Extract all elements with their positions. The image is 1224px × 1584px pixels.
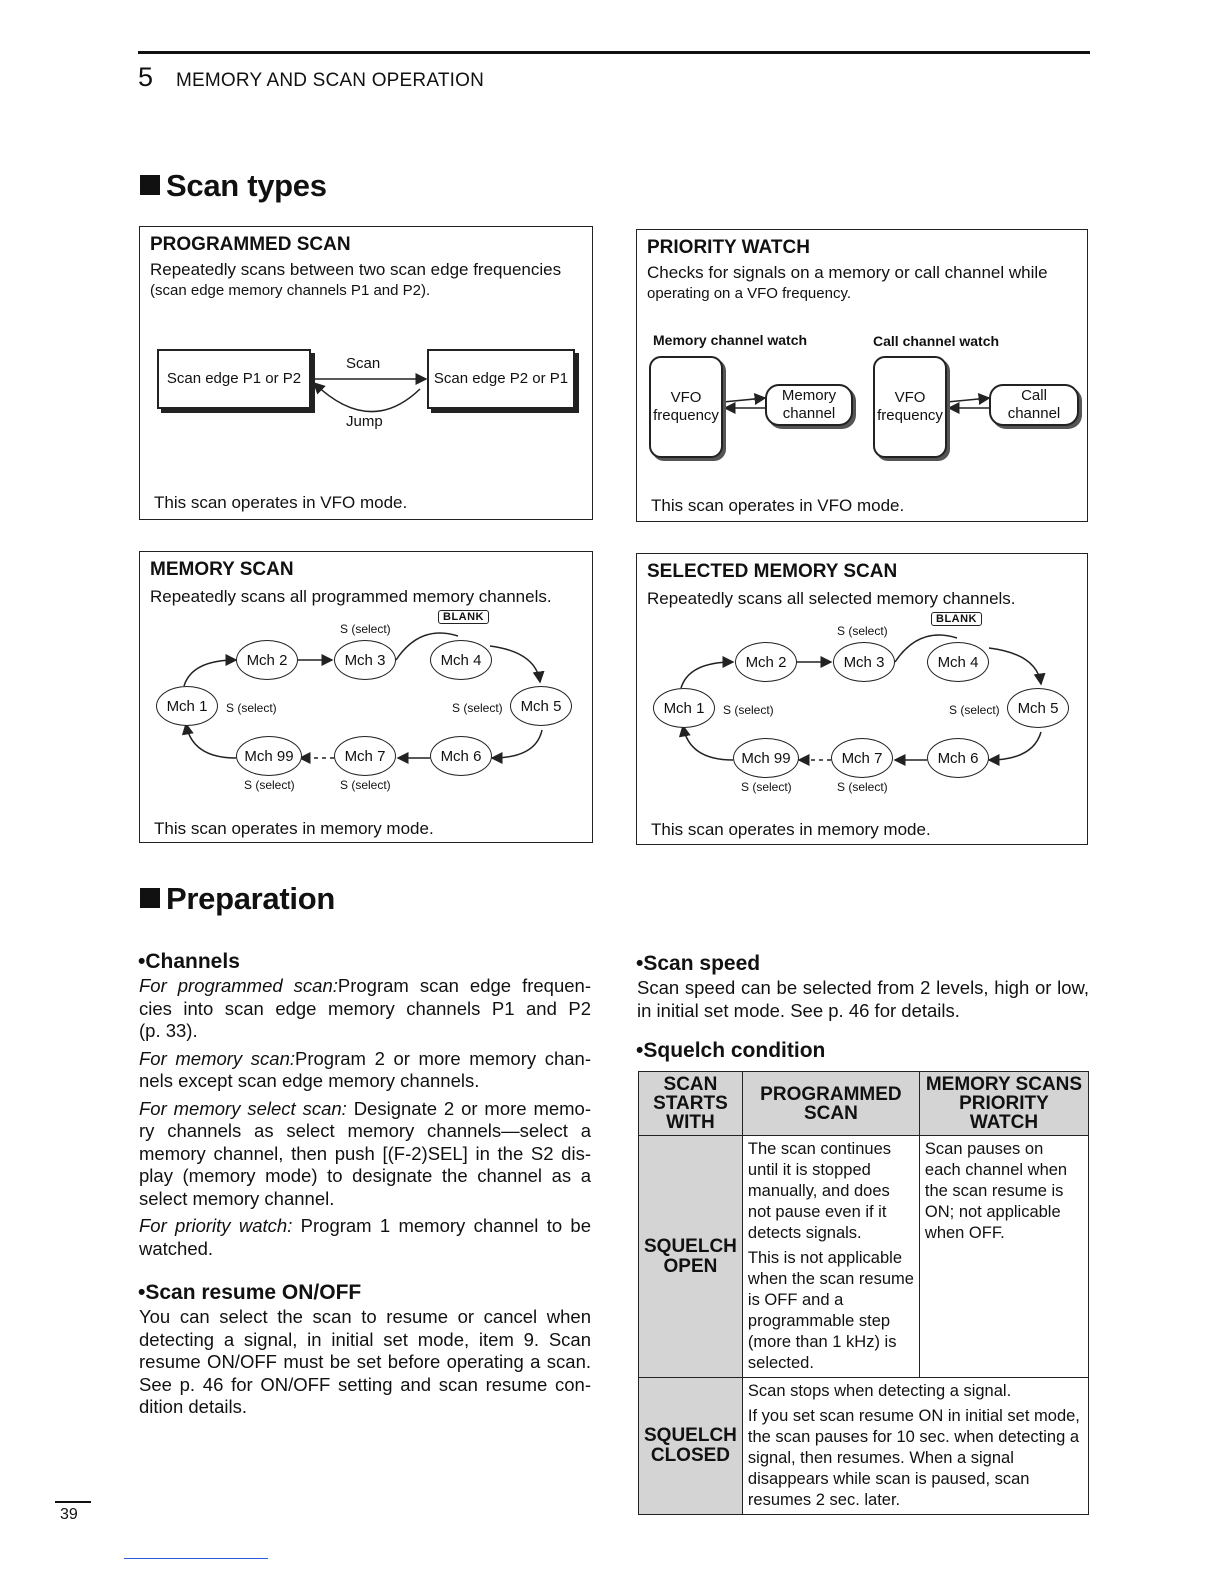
table-row [639,1378,1089,1515]
scan-edge-left-box: Scan edge P1 or P2 [157,349,311,409]
row-header: SQUELCH CLOSED [639,1378,743,1515]
channel-oval: Mch 4 [927,642,989,682]
programmed-scan-panel [139,226,593,520]
panel-description: Checks for signals on a memory or call channel while operating on a VFO frequency. [647,263,1048,302]
channel-oval: Mch 6 [927,738,989,778]
squelch-heading: •Squelch condition [636,1039,826,1062]
panel-footer: This scan operates in VFO mode. [651,496,905,515]
page-number: 39 [60,1506,78,1523]
vfo-frequency-box: VFO frequency [873,356,947,458]
jump-label: Jump [346,413,383,430]
select-label: S (select) [244,778,295,792]
channels-heading: •Channels [138,950,240,973]
channel-oval: Mch 2 [735,642,797,682]
panel-title: MEMORY SCAN [150,559,294,580]
table-cell: Scan stops when detecting a signal. If you set scan resume ON in initial set mode, the scan pauses for 10 sec. when detecting a signal, then resumes. When a signal disappears while scan is paused, scan resumes 2 sec. later. [742,1378,1088,1515]
scan-speed-heading: •Scan speed [636,952,761,975]
channel-oval: Mch 5 [510,686,572,726]
select-label: S (select) [837,780,888,794]
channel-oval: Mch 99 [236,736,302,776]
channel-oval: Mch 99 [733,738,799,778]
panel-footer: This scan operates in VFO mode. [154,493,408,512]
select-label: S (select) [226,701,277,715]
footer-link-rule [124,1558,268,1559]
blank-key-icon: BLANK [931,612,982,626]
call-watch-label: Call channel watch [873,333,1000,349]
square-bullet-icon [140,888,160,908]
select-label: S (select) [741,780,792,794]
select-label: S (select) [340,622,391,636]
memory-watch-label: Memory channel watch [653,332,808,348]
panel-footer: This scan operates in memory mode. [154,819,434,838]
chapter-number: 5 [138,62,154,92]
panel-description: Repeatedly scans all selected memory channels. [647,589,1016,608]
call-channel-box: Call channel [989,384,1079,426]
table-cell: Scan pauses on each channel when the scan resume is ON; not applicable when OFF. [919,1136,1088,1378]
scan-resume-text: You can select the scan to resume or cancel when detecting a signal, in initial set mode, item 9. Scan resume ON/OFF must be set before operating a scan. See p. 46 for ON/OFF setting and scan resume con- dition details. [139,1306,591,1417]
table-cell: The scan continues until it is stopped manually, and does not pause even if it detects signals. This is not applicable when the scan resume is OFF and a programmable step (more than 1 kHz) is selected. [742,1136,919,1378]
page-number-rule [55,1501,91,1503]
panel-description: Repeatedly scans between two scan edge frequencies (scan edge memory channels P1 and P2). [150,260,562,299]
memory-channel-box: Memory channel [765,384,853,426]
scan-resume-heading: •Scan resume ON/OFF [138,1281,362,1304]
select-label: S (select) [340,778,391,792]
channel-oval: Mch 1 [653,688,715,728]
scan-label: Scan [346,355,381,372]
channels-text: For programmed scan:Program scan edge frequen- cies into scan edge memory channels P1 and P2 (p. 33). For memory scan:Program 2 or more memory chan- nels except scan edge memory channels. For memory select scan: Designate 2 or more memo- ry channels as select memory channels—select a memory channel, then push [(F-2)SEL] in the S2 dis- play (memory mode) to designate the channel as a select memory channel. For priority watch: Program 1 memory channel to be watched. [139,975,592,1259]
channel-oval: Mch 6 [430,736,492,776]
channel-oval: Mch 2 [236,640,298,680]
panel-description: Repeatedly scans all programmed memory channels. [150,587,552,606]
channel-oval: Mch 1 [156,686,218,726]
panel-footer: This scan operates in memory mode. [651,820,931,839]
selected-memory-scan-panel [636,553,1088,845]
channel-oval: Mch 4 [430,640,492,680]
chapter-title: MEMORY AND SCAN OPERATION [176,70,484,91]
channel-oval: Mch 3 [833,642,895,682]
section-scan-types: Scan types [140,168,327,204]
blank-key-icon: BLANK [438,610,489,624]
table-row [639,1136,1089,1378]
vfo-frequency-box: VFO frequency [649,356,723,458]
channel-oval: Mch 7 [831,738,893,778]
panel-title: SELECTED MEMORY SCAN [647,561,898,582]
table-header: MEMORY SCANS PRIORITY WATCH [919,1072,1088,1136]
squelch-table [638,1071,1089,1515]
square-bullet-icon [140,175,160,195]
table-row [639,1072,1089,1136]
section-preparation: Preparation [140,881,335,917]
panel-title: PRIORITY WATCH [647,237,810,258]
priority-watch-panel [636,229,1088,522]
header-rule [138,51,1090,54]
select-label: S (select) [949,703,1000,717]
select-label: S (select) [837,624,888,638]
channel-oval: Mch 7 [334,736,396,776]
scan-speed-text: Scan speed can be selected from 2 levels, high or low, in initial set mode. See p. 46 for details. [637,977,1089,1021]
select-label: S (select) [452,701,503,715]
row-header: SQUELCH OPEN [639,1136,743,1378]
table-header: SCAN STARTS WITH [639,1072,743,1136]
select-label: S (select) [723,703,774,717]
channel-oval: Mch 3 [334,640,396,680]
channel-oval: Mch 5 [1007,688,1069,728]
panel-title: PROGRAMMED SCAN [150,234,351,255]
table-header: PROGRAMMED SCAN [742,1072,919,1136]
scan-edge-right-box: Scan edge P2 or P1 [427,349,575,409]
memory-scan-panel [139,551,593,843]
